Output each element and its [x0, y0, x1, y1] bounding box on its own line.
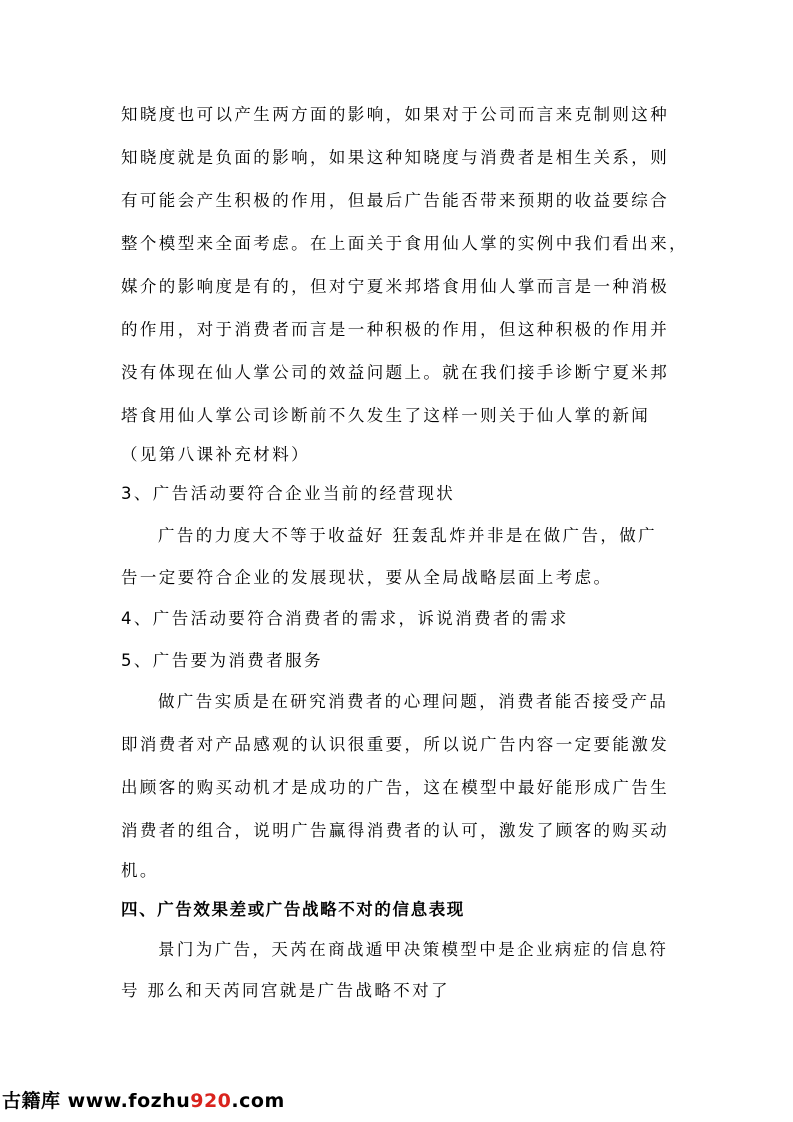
paragraph-line: 知晓度就是负面的影响，如果这种知晓度与消费者是相生关系，则 [121, 148, 670, 167]
paragraph-line: 知晓度也可以产生两方面的影响，如果对于公司而言来克制则这种 [121, 105, 670, 124]
paragraph-line: 整个模型来全面考虑。在上面关于食用仙人掌的实例中我们看出来， [121, 234, 688, 253]
list-item: 4、广告活动要符合消费者的需求，诉说消费者的需求 [121, 609, 569, 628]
paragraph-line: 没有体现在仙人掌公司的效益问题上。就在我们接手诊断宁夏米邦 [121, 363, 670, 382]
site-watermark [2, 1088, 285, 1114]
watermark-url-number: 920 [190, 1090, 232, 1112]
paragraph-line: 出顾客的购买动机才是成功的广告，这在模型中最好能形成广告生 [121, 778, 670, 797]
watermark-brand: 古籍库 [2, 1090, 61, 1112]
watermark-url-prefix: www.fozhu [67, 1090, 191, 1112]
paragraph-line: 告一定要符合企业的发展现状，要从全局战略层面上考虑。 [121, 568, 613, 587]
paragraph-line: 有可能会产生积极的作用，但最后广告能否带来预期的收益要综合 [121, 191, 670, 210]
paragraph-line: 即消费者对产品感观的认识很重要，所以说广告内容一定要能激发 [121, 735, 670, 754]
paragraph-line: 的作用，对于消费者而言是一种积极的作用，但这种积极的作用并 [121, 320, 670, 339]
watermark-url-suffix: .com [231, 1090, 285, 1112]
section-heading: 四、广告效果差或广告战略不对的信息表现 [121, 900, 465, 919]
list-item: 5、广告要为消费者服务 [121, 651, 323, 670]
paragraph-line: 机。 [121, 861, 159, 880]
list-item: 3、广告活动要符合企业当前的经营现状 [121, 484, 456, 503]
paragraph-line: （见第八课补充材料） [121, 445, 310, 464]
paragraph-line: 景门为广告，天芮在商战遁甲决策模型中是企业病症的信息符 [158, 940, 669, 959]
paragraph-line: 消费者的组合，说明广告赢得消费者的认可，激发了顾客的购买动 [121, 821, 670, 840]
paragraph-line: 做广告实质是在研究消费者的心理问题，消费者能否接受产品 [158, 692, 669, 711]
paragraph-line: 号 那么和天芮同宫就是广告战略不对了 [121, 981, 450, 1000]
paragraph-line: 媒介的影响度是有的，但对宁夏米邦塔食用仙人掌而言是一种消极 [121, 277, 670, 296]
paragraph-line: 塔食用仙人掌公司诊断前不久发生了这样一则关于仙人掌的新闻 [121, 406, 651, 425]
paragraph-line: 广告的力度大不等于收益好 狂轰乱炸并非是在做广告，做广 [158, 526, 658, 545]
